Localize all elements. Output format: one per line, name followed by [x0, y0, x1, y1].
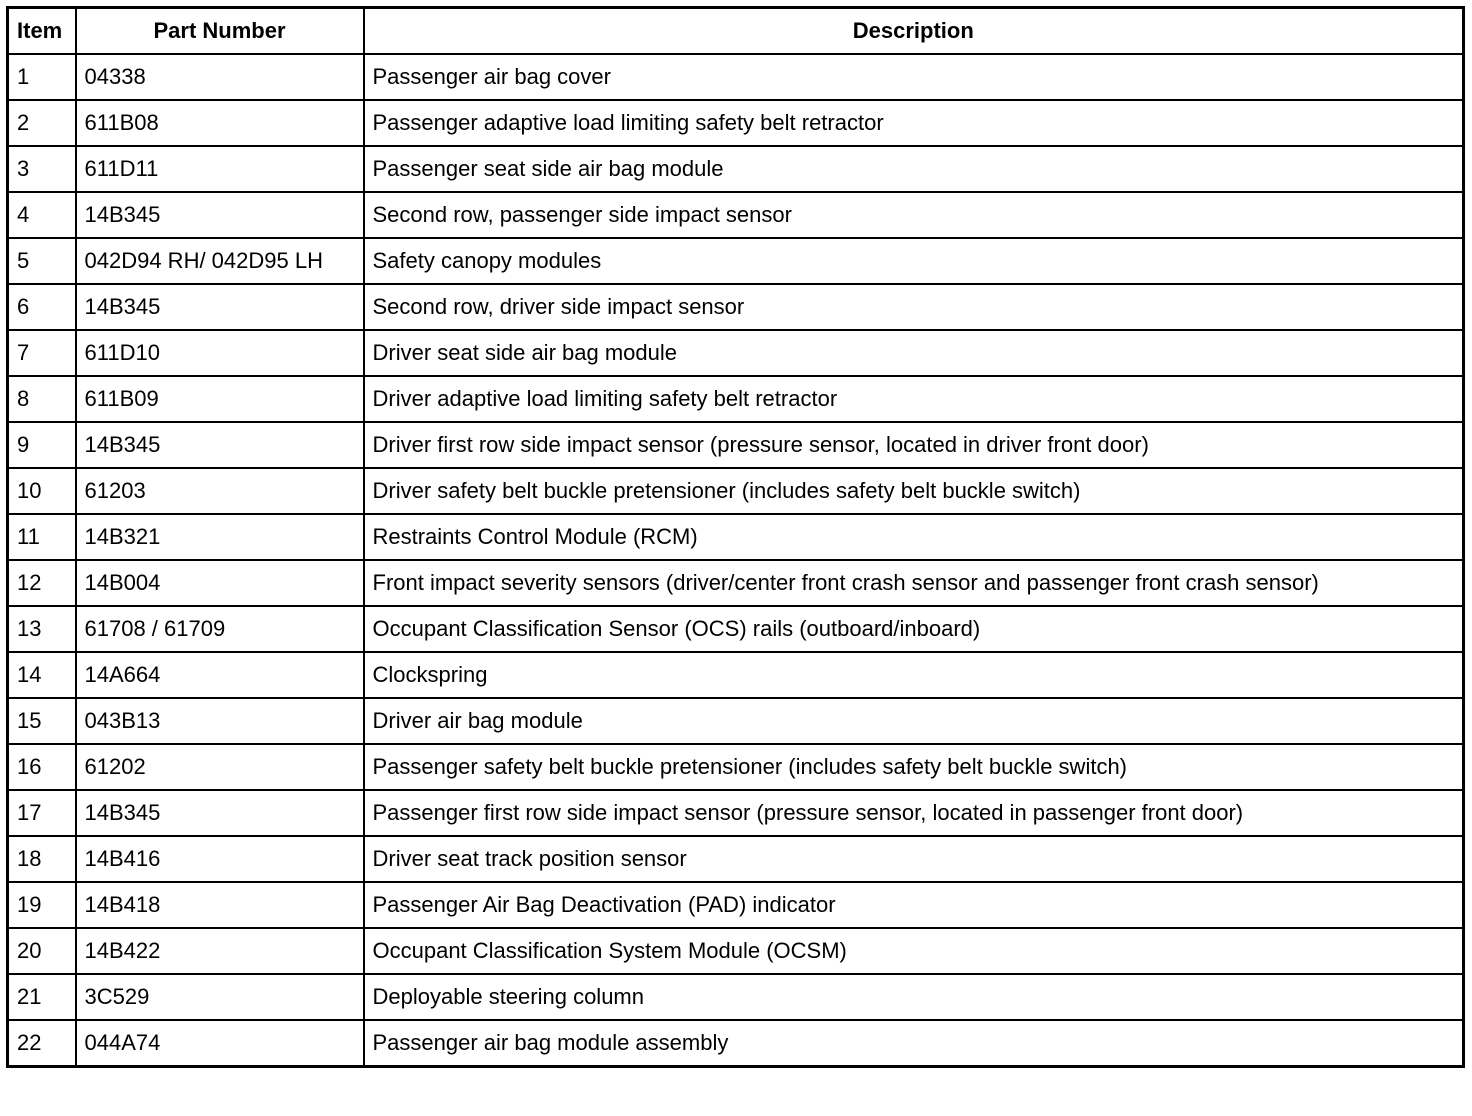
table-row: [8, 882, 1464, 928]
description-cell: Passenger air bag cover: [364, 54, 1464, 100]
table-row: [8, 606, 1464, 652]
part-number-cell: 14B345: [76, 192, 364, 238]
table-row: [8, 514, 1464, 560]
item-cell: 7: [8, 330, 76, 376]
description-cell: Passenger seat side air bag module: [364, 146, 1464, 192]
item-cell: 4: [8, 192, 76, 238]
item-cell: 11: [8, 514, 76, 560]
description-cell: Occupant Classification System Module (OCSM): [364, 928, 1464, 974]
table-row: [8, 560, 1464, 606]
part-number-cell: 04338: [76, 54, 364, 100]
part-number-cell: 61203: [76, 468, 364, 514]
item-cell: 15: [8, 698, 76, 744]
part-number-cell: 14B422: [76, 928, 364, 974]
description-cell: Passenger adaptive load limiting safety belt retractor: [364, 100, 1464, 146]
description-cell: Driver first row side impact sensor (pressure sensor, located in driver front door): [364, 422, 1464, 468]
table-row: [8, 836, 1464, 882]
part-number-cell: 14B416: [76, 836, 364, 882]
table-row: [8, 974, 1464, 1020]
description-cell: Driver adaptive load limiting safety belt retractor: [364, 376, 1464, 422]
item-cell: 20: [8, 928, 76, 974]
part-number-cell: 14B345: [76, 284, 364, 330]
table-row: [8, 928, 1464, 974]
item-cell: 1: [8, 54, 76, 100]
part-number-cell: 3C529: [76, 974, 364, 1020]
table-row: [8, 790, 1464, 836]
part-number-cell: 042D94 RH/ 042D95 LH: [76, 238, 364, 284]
description-cell: Occupant Classification Sensor (OCS) rails (outboard/inboard): [364, 606, 1464, 652]
description-cell: Restraints Control Module (RCM): [364, 514, 1464, 560]
item-cell: 19: [8, 882, 76, 928]
part-number-cell: 14B418: [76, 882, 364, 928]
table-row: [8, 146, 1464, 192]
description-cell: Clockspring: [364, 652, 1464, 698]
description-cell: Driver safety belt buckle pretensioner (includes safety belt buckle switch): [364, 468, 1464, 514]
part-number-cell: 611B08: [76, 100, 364, 146]
description-cell: Driver seat side air bag module: [364, 330, 1464, 376]
table-row: [8, 1020, 1464, 1067]
item-cell: 9: [8, 422, 76, 468]
table-header: [8, 8, 1464, 55]
part-number-cell: 611B09: [76, 376, 364, 422]
header-row: [8, 8, 1464, 55]
description-cell: Second row, passenger side impact sensor: [364, 192, 1464, 238]
description-cell: Passenger safety belt buckle pretensioner (includes safety belt buckle switch): [364, 744, 1464, 790]
item-cell: 22: [8, 1020, 76, 1067]
description-cell: Front impact severity sensors (driver/center front crash sensor and passenger front crash sensor): [364, 560, 1464, 606]
header-part-number: Part Number: [76, 8, 364, 55]
table-row: [8, 744, 1464, 790]
item-cell: 5: [8, 238, 76, 284]
item-cell: 12: [8, 560, 76, 606]
part-number-cell: 14B321: [76, 514, 364, 560]
item-cell: 3: [8, 146, 76, 192]
table-row: [8, 284, 1464, 330]
item-cell: 21: [8, 974, 76, 1020]
table-row: [8, 100, 1464, 146]
description-cell: Second row, driver side impact sensor: [364, 284, 1464, 330]
part-number-cell: 611D11: [76, 146, 364, 192]
table-row: [8, 376, 1464, 422]
parts-table: [6, 6, 1465, 1068]
description-cell: Passenger Air Bag Deactivation (PAD) indicator: [364, 882, 1464, 928]
item-cell: 2: [8, 100, 76, 146]
table-row: [8, 192, 1464, 238]
item-cell: 18: [8, 836, 76, 882]
table-row: [8, 54, 1464, 100]
item-cell: 10: [8, 468, 76, 514]
item-cell: 6: [8, 284, 76, 330]
item-cell: 8: [8, 376, 76, 422]
item-cell: 13: [8, 606, 76, 652]
item-cell: 16: [8, 744, 76, 790]
table-row: [8, 238, 1464, 284]
part-number-cell: 61202: [76, 744, 364, 790]
part-number-cell: 611D10: [76, 330, 364, 376]
table-row: [8, 698, 1464, 744]
table-body: [8, 54, 1464, 1067]
part-number-cell: 043B13: [76, 698, 364, 744]
table-row: [8, 330, 1464, 376]
table-row: [8, 652, 1464, 698]
part-number-cell: 14B345: [76, 422, 364, 468]
part-number-cell: 61708 / 61709: [76, 606, 364, 652]
description-cell: Safety canopy modules: [364, 238, 1464, 284]
item-cell: 14: [8, 652, 76, 698]
description-cell: Passenger first row side impact sensor (pressure sensor, located in passenger front door): [364, 790, 1464, 836]
table-row: [8, 468, 1464, 514]
part-number-cell: 14B345: [76, 790, 364, 836]
description-cell: Passenger air bag module assembly: [364, 1020, 1464, 1067]
part-number-cell: 044A74: [76, 1020, 364, 1067]
header-item: Item: [8, 8, 76, 55]
part-number-cell: 14B004: [76, 560, 364, 606]
description-cell: Driver air bag module: [364, 698, 1464, 744]
description-cell: Deployable steering column: [364, 974, 1464, 1020]
header-description: Description: [364, 8, 1464, 55]
part-number-cell: 14A664: [76, 652, 364, 698]
item-cell: 17: [8, 790, 76, 836]
table-row: [8, 422, 1464, 468]
description-cell: Driver seat track position sensor: [364, 836, 1464, 882]
